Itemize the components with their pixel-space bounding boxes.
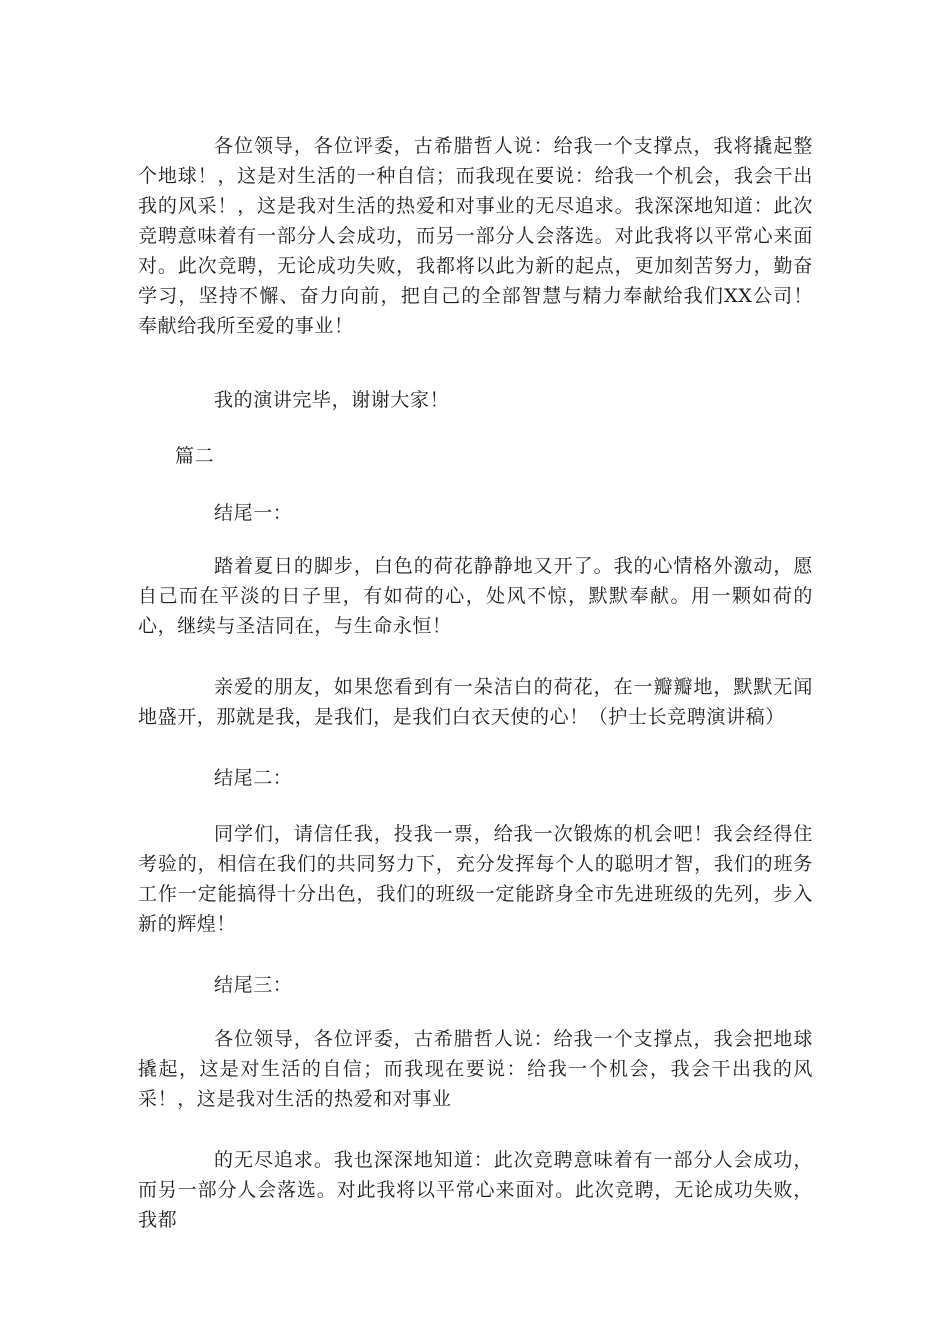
ending-two-label: 结尾二： xyxy=(214,767,293,789)
ending-three-label: 结尾三： xyxy=(214,974,293,996)
paragraph-opening-speech: 各位领导，各位评委，古希腊哲人说：给我一个支撑点，我将撬起整个地球！，这是对生活的一种自信；而我现在要说：给我一个机会，我会干出我的风采！，这是我对生活的热爱和对事业的无尽追求。我深深地知道：此次竞聘意味着有一部分人会成功，而另一部分人会落选。对此我将以平常心来面对。此次竞聘，无论成功失败，我都将以此为新的起点，更加刻苦努力，勤奋学习，坚持不懈、奋力向前，把自己的全部智慧与精力奉献给我们XX公司！奉献给我所至爱的事业！ xyxy=(138,135,813,337)
paragraph-lotus: 踏着夏日的脚步，白色的荷花静静地又开了。我的心情格外激动，愿自己而在平淡的日子里，有如荷的心，处风不惊，默默奉献。用一颗如荷的心，继续与圣洁同在，与生命永恒！ xyxy=(138,555,813,637)
ending-one-label: 结尾一： xyxy=(214,502,293,524)
paragraph-leaders-second: 各位领导，各位评委，古希腊哲人说：给我一个支撑点，我会把地球撬起，这是对生活的自信；而我现在要说：给我一个机会，我会干出我的风采！，这是我对生活的热爱和对事业 xyxy=(138,1028,813,1110)
paragraph-continuation: 的无尽追求。我也深深地知道：此次竞聘意味着有一部分人会成功，而另一部分人会落选。对此我将以平常心来面对。此次竞聘，无论成功失败，我都 xyxy=(138,1149,813,1231)
section-title: 篇二 xyxy=(175,445,215,467)
paragraph-closing-thanks: 我的演讲完毕，谢谢大家！ xyxy=(214,389,450,411)
paragraph-classmates: 同学们，请信任我，投我一票，给我一次锻炼的机会吧！我会经得住考验的，相信在我们的共同努力下，充分发挥每个人的聪明才智，我们的班务工作一定能搞得十分出色，我们的班级一定能跻身全市先进班级的先列，步入新的辉煌！ xyxy=(138,823,813,935)
paragraph-friends: 亲爱的朋友，如果您看到有一朵洁白的荷花，在一瓣瓣地，默默无闻地盛开，那就是我，是我们，是我们白衣天使的心！（护士长竞聘演讲稿） xyxy=(138,676,813,728)
